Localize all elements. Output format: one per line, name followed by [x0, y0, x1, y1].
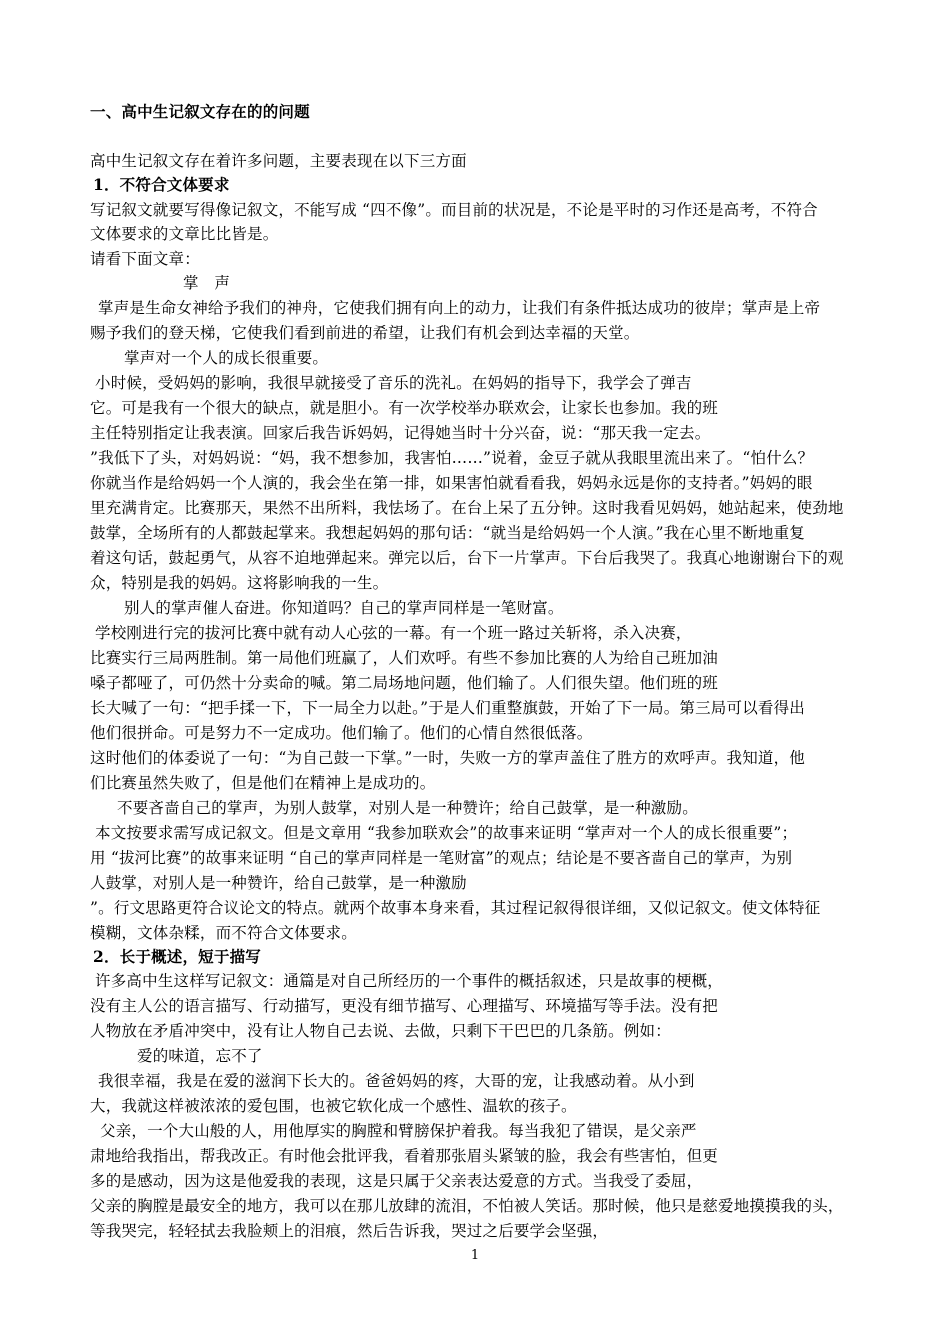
text-line: 父亲的胸膛是最安全的地方，我可以在那儿放肆的流泪，不怕被人笑话。那时候，他只是慈爱地摸摸我的头， [90, 1197, 844, 1215]
text-line: 人物放在矛盾冲突中，没有让人物自己去说、去做，只剩下干巴巴的几条筋。例如： [90, 1022, 671, 1040]
text-line: 掌声对一个人的成长很重要。 [124, 349, 329, 367]
text-line: 不要吝啬自己的掌声，为别人鼓掌，对别人是一种赞许；给自己鼓掌，是一种激励。 [117, 799, 698, 817]
text-line: 高中生记叙文存在着许多问题，主要表现在以下三方面 [90, 152, 467, 170]
text-line: 鼓掌，全场所有的人都鼓起掌来。我想起妈妈的那句话：“就当是给妈妈一个人演。”我在心里不断地重复 [90, 524, 806, 542]
text-line: 大，我就这样被浓浓的爱包围，也被它软化成一个感性、温软的孩子。 [90, 1097, 577, 1115]
text-line: 比赛实行三局两胜制。第一局他们班赢了，人们欢呼。有些不参加比赛的人为给自己班加油 [90, 649, 719, 667]
subheading: 1．不符合文体要求 [93, 175, 230, 194]
text-line: 写记叙文就要写得像记叙文，不能写成 “四不像”。而目前的状况是，不论是平时的习作还是高考，不符合 [90, 201, 818, 219]
text-line: 我很幸福，我是在爱的滋润下长大的。爸爸妈妈的疼，大哥的宠，让我感动着。从小到 [98, 1072, 695, 1090]
text-line: ”我低下了头，对妈妈说：“妈，我不想参加，我害怕……”说着，金豆子就从我眼里流出来了。“怕什么？ [90, 449, 814, 467]
essay-title: 爱的味道，忘不了 [137, 1047, 263, 1065]
text-line: 请看下面文章： [90, 250, 200, 268]
text-line: ”。行文思路更符合议论文的特点。就两个故事本身来看，其过程记叙得很详细，又似记叙文。使文体特征 [90, 899, 821, 917]
text-line: 别人的掌声催人奋进。你知道吗？自己的掌声同样是一笔财富。 [124, 599, 564, 617]
text-line: 它。可是我有一个很大的缺点，就是胆小。有一次学校举办联欢会，让家长也参加。我的班 [90, 399, 719, 417]
text-line: 众，特别是我的妈妈。这将影响我的一生。 [90, 574, 389, 592]
text-line: 肃地给我指出，帮我改正。有时他会批评我，看着那张眉头紧皱的脸，我会有些害怕，但更 [90, 1147, 719, 1165]
text-line: 多的是感动，因为这是他爱我的表现，这是只属于父亲表达爱意的方式。当我受了委屈， [90, 1172, 703, 1190]
text-line: 他们很拼命。可是努力不一定成功。他们输了。他们的心情自然很低落。 [90, 724, 593, 742]
text-line: 许多高中生这样写记叙文：通篇是对自己所经历的一个事件的概括叙述，只是故事的梗概， [95, 972, 724, 990]
text-line: 你就当作是给妈妈一个人演的，我会坐在第一排，如果害怕就看看我，妈妈永远是你的支持者。”妈妈的眼 [90, 474, 813, 492]
text-line: 掌声是生命女神给予我们的神舟，它使我们拥有向上的动力，让我们有条件抵达成功的彼岸；掌声是上帝 [98, 299, 821, 317]
essay-title: 掌 声 [183, 274, 231, 292]
text-line: 赐予我们的登天梯，它使我们看到前进的希望，让我们有机会到达幸福的天堂。 [90, 324, 640, 342]
text-line: 等我哭完，轻轻拭去我脸颊上的泪痕，然后告诉我，哭过之后要学会坚强， [90, 1222, 609, 1240]
text-line: 小时候，受妈妈的影响，我很早就接受了音乐的洗礼。在妈妈的指导下，我学会了弹吉 [95, 374, 692, 392]
section-heading: 一、高中生记叙文存在的的问题 [90, 102, 310, 121]
text-line: 用 “拔河比赛”的故事来证明 “自己的掌声同样是一笔财富”的观点；结论是不要吝啬自己的掌声，为别 [90, 849, 793, 867]
subheading: 2．长于概述，短于描写 [93, 947, 261, 966]
text-line: 主任特别指定让我表演。回家后我告诉妈妈，记得她当时十分兴奋，说：“那天我一定去。 [90, 424, 711, 442]
text-line: 父亲，一个大山般的人，用他厚实的胸膛和臂膀保护着我。每当我犯了错误，是父亲严 [100, 1122, 697, 1140]
text-line: 学校刚进行完的拔河比赛中就有动人心弦的一幕。有一个班一路过关斩将，杀入决赛， [95, 624, 692, 642]
text-line: 着这句话，鼓起勇气，从容不迫地弹起来。弹完以后，台下一片掌声。下台后我哭了。我真心地谢谢台下的观 [90, 549, 844, 567]
text-line: 这时他们的体委说了一句：“为自己鼓一下掌。”一时，失败一方的掌声盖住了胜方的欢呼声。我知道，他 [90, 749, 806, 767]
text-line: 里充满肯定。比赛那天，果然不出所料，我怯场了。在台上呆了五分钟。这时我看见妈妈，她站起来，使劲地 [90, 499, 844, 517]
text-line: 模糊，文体杂糅，而不符合文体要求。 [90, 924, 357, 942]
text-line: 人鼓掌，对别人是一种赞许，给自己鼓掌，是一种激励 [90, 874, 467, 892]
text-line: 们比赛虽然失败了，但是他们在精神上是成功的。 [90, 774, 436, 792]
text-line: 文体要求的文章比比皆是。 [90, 225, 279, 243]
text-line: 嗓子都哑了，可仍然十分卖命的喊。第二局场地问题，他们输了。人们很失望。他们班的班 [90, 674, 719, 692]
text-line: 本文按要求需写成记叙文。但是文章用 “我参加联欢会”的故事来证明 “掌声对一个人的成长很重要”； [95, 824, 798, 842]
text-line: 没有主人公的语言描写、行动描写，更没有细节描写、心理描写、环境描写等手法。没有把 [90, 997, 719, 1015]
text-line: 长大喊了一句：“把手揉一下，下一局全力以赴。”于是人们重整旗鼓，开始了下一局。第三局可以看得出 [90, 699, 806, 717]
page-number: 1 [470, 1248, 480, 1263]
